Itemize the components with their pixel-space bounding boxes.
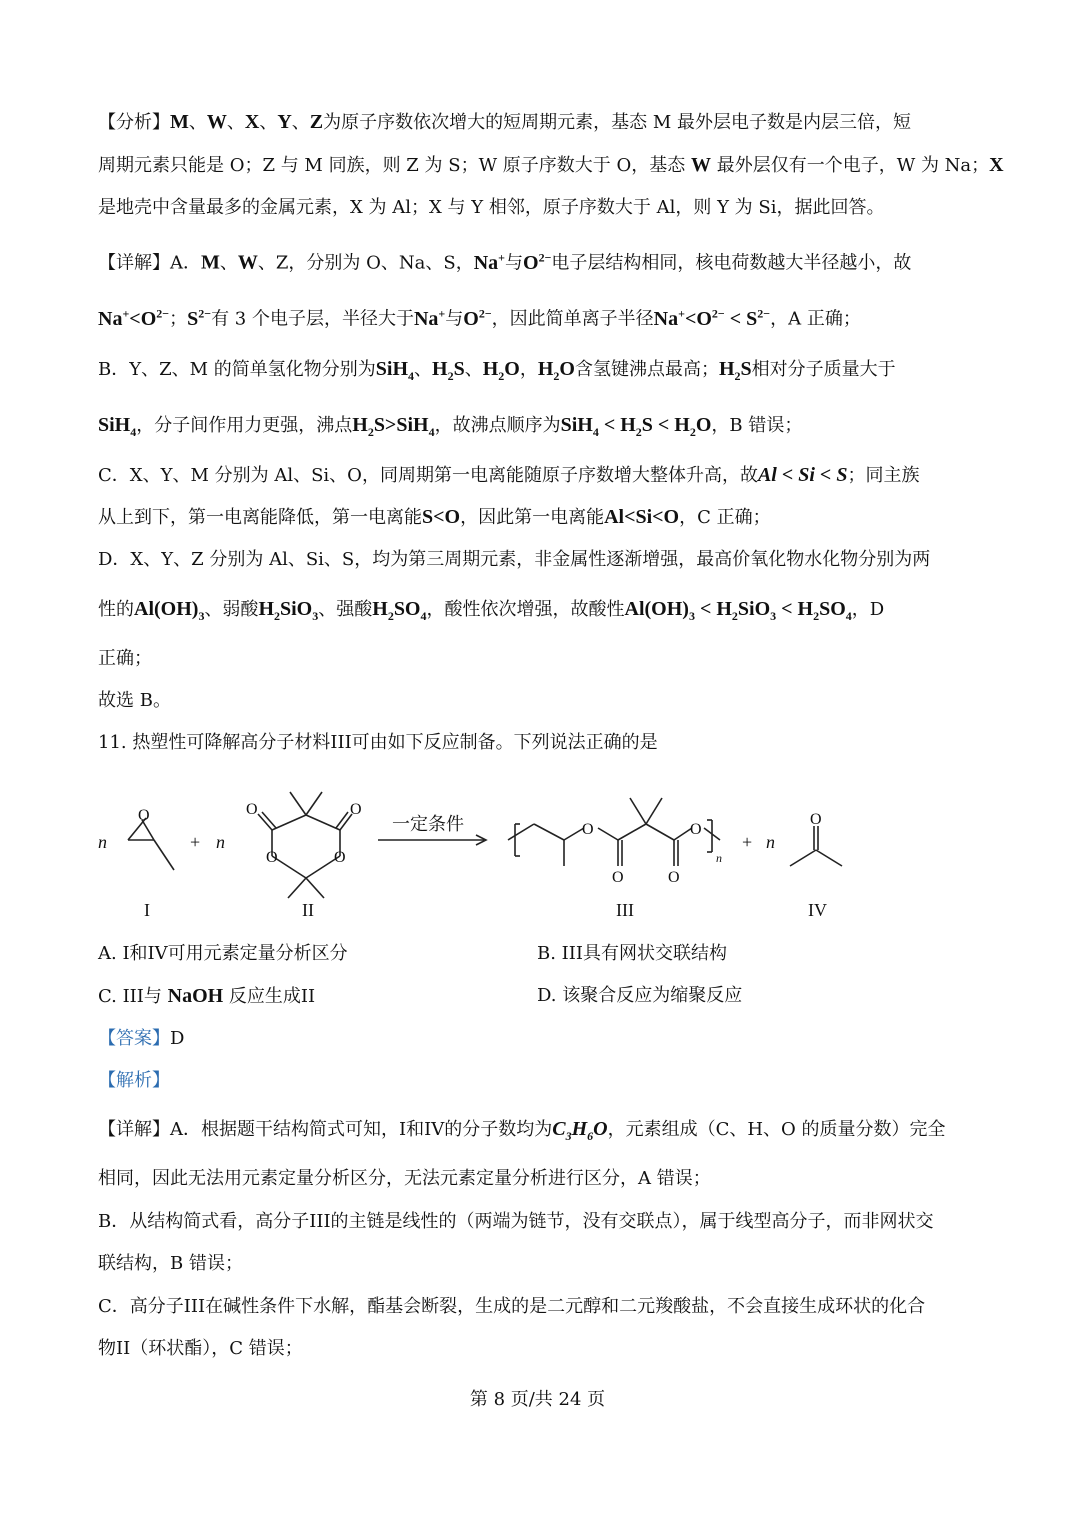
page-footer: 第 8 页/共 24 页: [469, 1389, 606, 1410]
option-b: B. III具有网状交联结构: [537, 943, 728, 964]
label-iv: IV: [808, 900, 827, 920]
detail11-line-6: 物II（环状酯），C 错误；: [98, 1338, 303, 1359]
answer-line: [98, 1027, 184, 1051]
formula: Na+: [413, 306, 446, 330]
svg-text:O: O: [138, 807, 150, 824]
reaction-condition: 一定条件: [392, 814, 464, 834]
detail-d-line-3: 正确；: [98, 648, 152, 669]
coef-n3: n: [766, 832, 775, 852]
analysis-line-3: 是地壳中含量最多的金属元素，X 为 Al；X 与 Y 相邻，原子序数大于 Al，则 Y 为 Si，据此回答。: [98, 197, 885, 218]
label-ii: II: [302, 900, 314, 920]
formula: $S^{2-}$: [187, 306, 212, 330]
svg-text:O: O: [334, 849, 346, 866]
analysis-line-1: 【分析】M、W、X、Y、Z为原子序数依次增大的短周期元素，基态 M 最外层电子数是内层三倍，短: [98, 111, 912, 133]
svg-text:O: O: [266, 849, 278, 866]
detail-b-line-2: SiH$_4$，分子间作用力更强，沸点$H_2S>SiH_4$，故沸点顺序为$SiH_4 < H_2S < H_2O$，B 错误；: [98, 414, 803, 439]
na-ion: Na+: [473, 250, 505, 274]
answer-tag: 【答案】: [98, 1028, 170, 1049]
svg-text:O: O: [350, 801, 362, 818]
label-i: I: [144, 900, 150, 920]
coef-n1: n: [98, 832, 107, 852]
answer-value: D: [170, 1028, 185, 1049]
detail11-line-5: C．高分子III在碱性条件下水解，酯基会断裂，生成的是二元醇和二元羧酸盐，不会直接生成环状的化合: [98, 1296, 926, 1317]
detail-a-line-1: 【详解】A．M、W、Z，分别为 O、Na、S，Na+与$O^{2-}$电子层结构相同，核电荷数越大半径越小，故: [98, 250, 912, 274]
structure-iii: [508, 798, 722, 886]
option-a: A. I和IV可用元素定量分析区分: [98, 943, 348, 964]
analysis-tag-line: 【解析】: [98, 1070, 170, 1091]
detail-d-line-2: 性的$Al(OH)_3$、弱酸$H_2SiO_3$、强酸$H_2SO_4$，酸性依次增强，故酸性$Al(OH)_3 < H_2SiO_3 < H_2SO_4$，D: [98, 598, 885, 623]
svg-text:O: O: [612, 869, 624, 886]
analysis-tag: 【分析】: [98, 112, 170, 133]
detail11-line-4: 联结构，B 错误；: [98, 1253, 243, 1274]
detail-d-line-1: D．X、Y、Z 分别为 Al、Si、S，均为第三周期元素，非金属性逐渐增强，最高价氧化物水化物分别为两: [98, 549, 931, 570]
option-d: D. 该聚合反应为缩聚反应: [537, 985, 743, 1006]
detail-c-line-2: 从上到下，第一电离能降低，第一电离能S<O，因此第一电离能Al<Si<O，C 正确；: [98, 506, 771, 528]
svg-text:O: O: [690, 821, 702, 838]
reaction-scheme: [90, 780, 870, 930]
svg-text:O: O: [810, 811, 822, 828]
svg-text:O: O: [246, 801, 258, 818]
plus-1: +: [190, 832, 201, 852]
subscript-n: n: [716, 851, 722, 865]
formula: $Na^+<O^{2-} < S^{2-}$: [653, 306, 771, 330]
formula: $Na^+<O^{2-}$: [98, 306, 170, 330]
formula: $O^{2-}$: [463, 306, 492, 330]
option-c: C. III与 NaOH 反应生成II: [98, 985, 316, 1007]
label-iii: III: [616, 900, 634, 920]
svg-text:O: O: [668, 869, 680, 886]
detail-c-line-1: C．X、Y、M 分别为 Al、Si、O，同周期第一电离能随原子序数增大整体升高，故Al < Si < S；同主族: [98, 464, 920, 486]
detail-a-line-2: $Na^+<O^{2-}$；$S^{2-}$有 3 个电子层，半径大于Na+与$O^{2-}$，因此简单离子半径$Na^+<O^{2-} < S^{2-}$，A 正确；: [98, 306, 861, 330]
structure-i: [128, 807, 174, 870]
o-ion: $O^{2-}$: [523, 250, 552, 274]
detail-b-line-1: B．Y、Z、M 的简单氢化物分别为SiH$_4$、$H_2S$、$H_2O$，$H_2O$含氢键沸点最高；$H_2S$相对分子质量大于: [98, 358, 896, 383]
detail11-line-2: 相同，因此无法用元素定量分析区分，无法元素定量分析进行区分，A 错误；: [98, 1168, 711, 1189]
svg-text:O: O: [582, 821, 594, 838]
structure-iv: [790, 811, 842, 866]
choice-line: 故选 B。: [98, 690, 171, 711]
analysis-line-2: 周期元素只能是 O；Z 与 M 同族，则 Z 为 S；W 原子序数大于 O，基态 W 最外层仅有一个电子，W 为 Na；X: [98, 154, 1004, 176]
detail11-line-3: B．从结构简式看，高分子III的主链是线性的（两端为链节，没有交联点），属于线型高分子，而非网状交: [98, 1211, 934, 1232]
detail11-line-1: 【详解】A．根据题干结构简式可知，I和IV的分子数均为$C_3H_6O$，元素组成（C、H、O 的质量分数）完全: [98, 1118, 946, 1143]
coef-n2: n: [216, 832, 225, 852]
structure-ii: [246, 792, 362, 898]
question-11-stem: 11. 热塑性可降解高分子材料III可由如下反应制备。下列说法正确的是: [98, 732, 658, 753]
plus-2: +: [742, 832, 753, 852]
